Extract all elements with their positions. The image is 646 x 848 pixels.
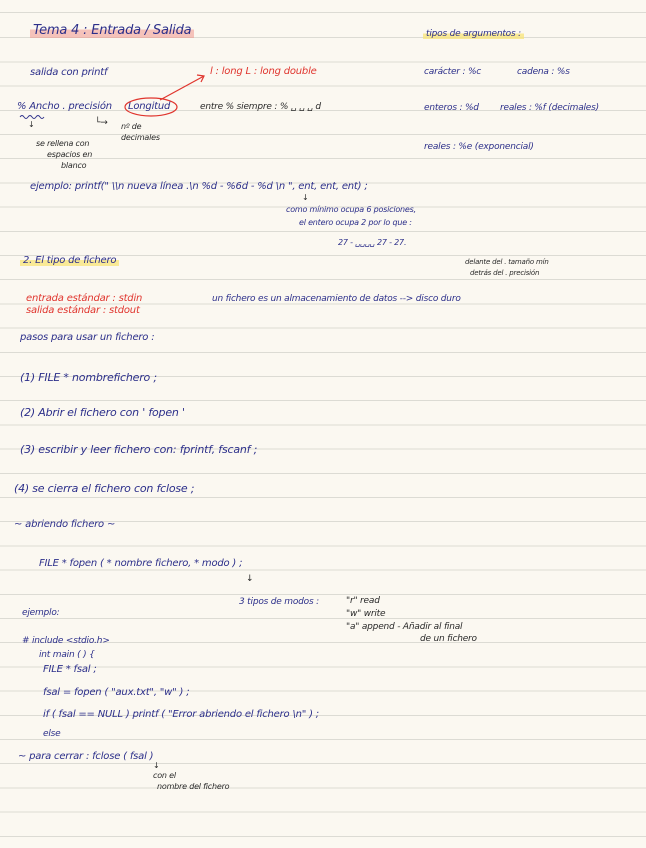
modo-a-2: de un fichero <box>420 634 477 644</box>
entre-siempre: entre % siempre : % ␣ ␣ ␣ d <box>200 102 321 112</box>
modo-a: "a" append - Añadir al final <box>346 622 463 632</box>
modos-arrow-icon: ↓ <box>246 574 254 584</box>
minimo-arrow-icon: ↓ <box>302 193 309 202</box>
args-heading-text: tipos de argumentos : <box>423 29 524 39</box>
arg-caracter: carácter : %c <box>424 67 482 77</box>
code-line-2: int main ( ) { <box>39 650 95 660</box>
fichero-heading <box>20 256 119 266</box>
cerrar-note-2: nombre del fichero <box>157 782 230 791</box>
rellena-2: espacios en <box>47 150 93 159</box>
l-arrow-icon: └→ <box>95 118 108 128</box>
long-note: l : long L : long double <box>210 66 317 77</box>
no-decimales-1: nº de <box>121 122 142 131</box>
minimo-2: el entero ocupa 2 por lo que : <box>299 218 412 227</box>
arg-cadena: cadena : %s <box>517 67 570 77</box>
resultado: 27 - ␣␣␣␣ 27 - 27. <box>338 238 407 247</box>
printf-ejemplo: ejemplo: printf(" \\n nueva línea .\n %d - %6d - %d \n ", ent, ent, ent) ; <box>30 181 368 192</box>
almacenamiento-line: un fichero es un almacenamiento de datos --> disco duro <box>212 294 461 304</box>
page-title <box>30 24 194 37</box>
title-text: Tema 4 : Entrada / Salida <box>30 23 194 38</box>
modo-r: "r" read <box>346 596 380 606</box>
args-heading <box>423 30 524 39</box>
ancho-squiggle <box>20 116 44 119</box>
detras-note: detrás del . precisión <box>470 269 540 277</box>
rellena-3: blanco <box>61 161 87 170</box>
paso-1: (1) FILE * nombrefichero ; <box>20 371 157 384</box>
paso-4: (4) se cierra el fichero con fclose ; <box>14 482 195 495</box>
stdin-line: entrada estándar : stdin <box>26 293 143 304</box>
code-line-5: if ( fsal == NULL ) printf ( "Error abriendo el fichero \n" ) ; <box>43 709 319 720</box>
cerrar-arrow-icon: ↓ <box>153 761 160 770</box>
fopen-signature: FILE * fopen ( * nombre fichero, * modo ) ; <box>39 558 243 569</box>
abriendo-heading: ~ abriendo fichero ~ <box>14 519 116 530</box>
arg-reales-e: reales : %e (exponencial) <box>424 142 534 152</box>
paso-2: (2) Abrir el fichero con ' fopen ' <box>20 406 185 419</box>
cerrar-line: ~ para cerrar : fclose ( fsal ) <box>18 751 154 762</box>
code-line-3: FILE * fsal ; <box>43 664 97 675</box>
code-line-1: # include <stdio.h> <box>22 636 110 646</box>
paso-3: (3) escribir y leer fichero con: fprintf, fscanf ; <box>20 443 258 456</box>
down-arrow-icon: ↓ <box>28 120 35 129</box>
fichero-heading-text: 2. El tipo de fichero <box>20 255 119 266</box>
stdout-line: salida estándar : stdout <box>26 305 140 316</box>
rellena-1: se rellena con <box>36 139 90 148</box>
ancho-precision: % Ancho . precisión <box>17 101 112 112</box>
pasos-heading: pasos para usar un fichero : <box>20 332 155 343</box>
minimo-1: como mínimo ocupa 6 posiciones, <box>286 205 416 214</box>
tipos-modos: 3 tipos de modos : <box>239 597 319 607</box>
longitud-label: Longitud <box>128 101 171 112</box>
arg-reales-f: reales : %f (decimales) <box>500 103 599 113</box>
arg-enteros: enteros : %d <box>424 103 479 113</box>
modo-w: "w" write <box>346 609 386 619</box>
delante-note: delante del . tamaño mín <box>465 258 549 266</box>
salida-printf: salida con printf <box>30 67 108 78</box>
abriendo-ejemplo: ejemplo: <box>22 608 60 618</box>
code-line-6: else <box>43 729 61 739</box>
cerrar-note-1: con el <box>153 771 176 780</box>
no-decimales-2: decimales <box>121 133 160 142</box>
red-arrow-icon <box>160 76 204 100</box>
code-line-4: fsal = fopen ( "aux.txt", "w" ) ; <box>43 687 190 698</box>
